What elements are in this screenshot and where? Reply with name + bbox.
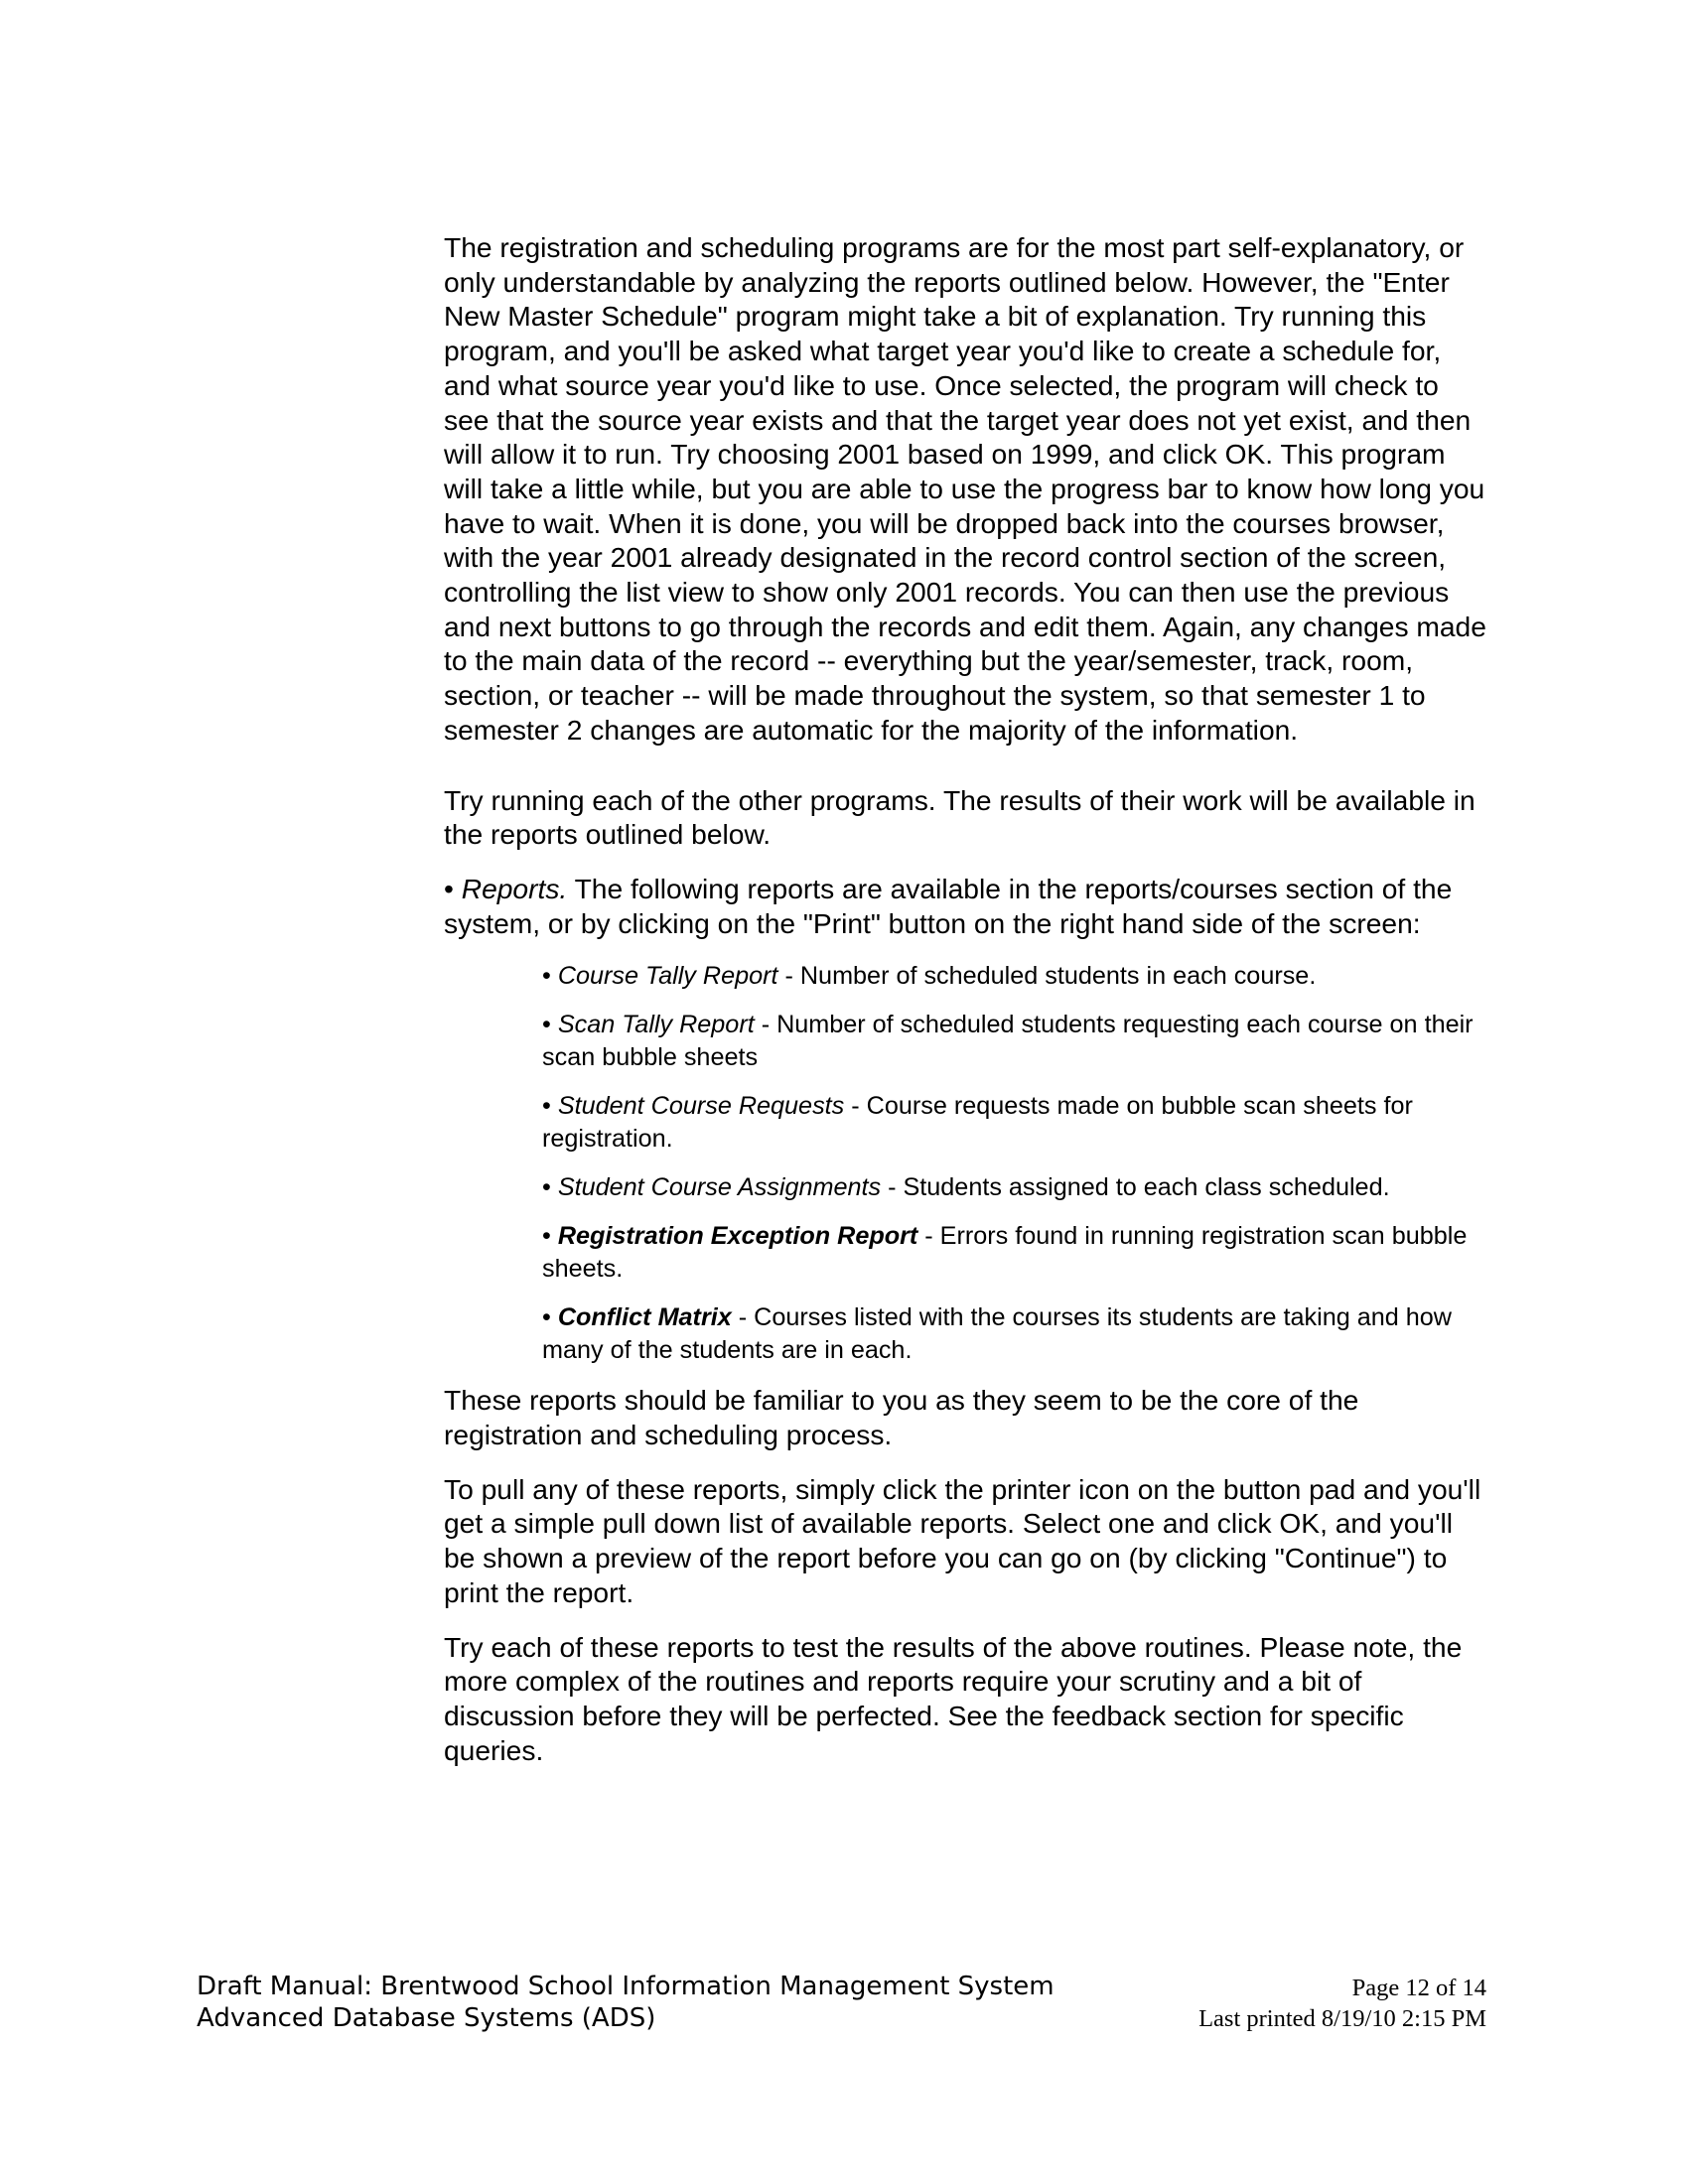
report-item-student-course-assignments bbox=[542, 1171, 1485, 1204]
report-name: Student Course Assignments bbox=[557, 1173, 882, 1202]
report-name: Course Tally Report bbox=[557, 962, 778, 991]
report-desc: - Number of scheduled students requesting each course on their scan bubble sheets bbox=[542, 1011, 1474, 1072]
report-list bbox=[542, 960, 1485, 1367]
report-name: Conflict Matrix bbox=[557, 1303, 732, 1332]
report-item-scan-tally bbox=[542, 1009, 1485, 1074]
footer-title: Draft Manual: Brentwood School Information Management System bbox=[197, 1972, 1055, 2001]
report-desc: - Course requests made on bubble scan sheets for registration. bbox=[542, 1092, 1413, 1154]
page-body bbox=[444, 230, 1486, 1767]
try-each-paragraph: Try each of these reports to test the results of the above routines. Please note, the more complex of the routines and reports require your scrutiny and a bit of discussion before they will be perfected. See the feedback section for specific queries. bbox=[444, 1630, 1463, 1766]
try-others-paragraph: Try running each of the other programs. The results of their work will be available in the reports outlined below. bbox=[444, 783, 1476, 851]
report-bullet: • bbox=[542, 1011, 551, 1039]
report-bullet: • bbox=[542, 1222, 551, 1251]
report-bullet: • bbox=[542, 1303, 551, 1332]
report-item-student-course-requests bbox=[542, 1090, 1485, 1156]
report-desc: - Number of scheduled students in each course. bbox=[784, 962, 1317, 991]
reports-paragraph bbox=[444, 872, 1486, 940]
pull-reports-paragraph: To pull any of these reports, simply click the printer icon on the button pad and you'll get a simple pull down list of available reports. Select one and click OK, and you'll be shown a preview of the report before you can go on (by clicking "Continue") to print the report. bbox=[444, 1472, 1481, 1608]
report-item-registration-exception bbox=[542, 1220, 1485, 1286]
report-bullet: • bbox=[542, 1092, 551, 1121]
report-item-conflict-matrix bbox=[542, 1301, 1485, 1367]
reports-bullet: • bbox=[444, 872, 454, 904]
report-name: Registration Exception Report bbox=[557, 1222, 918, 1251]
familiar-paragraph: These reports should be familiar to you as they seem to be the core of the registration and scheduling process. bbox=[444, 1384, 1359, 1451]
report-bullet: • bbox=[542, 1173, 551, 1202]
footer-company: Advanced Database Systems (ADS) bbox=[197, 2003, 656, 2033]
reports-text: The following reports are available in the reports/courses section of the system, or by clicking on the "Print" button on the right hand side of the screen: bbox=[444, 872, 1453, 939]
footer-left bbox=[197, 1971, 1055, 2034]
report-desc: - Students assigned to each class scheduled. bbox=[888, 1173, 1390, 1202]
report-name: Student Course Requests bbox=[557, 1092, 845, 1121]
report-bullet: • bbox=[542, 962, 551, 991]
last-printed: Last printed 8/19/10 2:15 PM bbox=[1198, 2005, 1486, 2032]
report-desc: - Errors found in running registration scan bubble sheets. bbox=[542, 1222, 1468, 1284]
intro-paragraph: The registration and scheduling programs are for the most part self-explanatory, or only understandable by analyzing the reports outlined below. However, the "Enter New Master Schedule" program might take a bit of explanation. Try running this program, and you'll be asked what target year you'd like to create a schedule for, and what source year you'd like to use. Once selected, the program will check to see that the source year exists and that the target year does not yet exist, and then will allow it to run. Try choosing 2001 based on 1999, and click OK. This program will take a little while, but you are able to use the progress bar to know how long you have to wait. When it is done, you will be dropped back into the courses browser, with the year 2001 already designated in the record control section of the screen, controlling the list view to show only 2001 records. You can then use the previous and next buttons to go through the records and edit them. Again, any changes made to the main data of the record -- everything but the year/semester, track, room, section, or teacher -- will be made throughout the system, so that semester 1 to semester 2 changes are automatic for the majority of the information. bbox=[444, 231, 1486, 746]
footer-right bbox=[1198, 1973, 1486, 2034]
page-number: Page 12 of 14 bbox=[1351, 1975, 1486, 2001]
report-item-course-tally bbox=[542, 960, 1485, 993]
report-desc: - Courses listed with the courses its students are taking and how many of the students are in each. bbox=[542, 1303, 1452, 1365]
report-name: Scan Tally Report bbox=[557, 1011, 755, 1039]
reports-lead: Reports. bbox=[461, 872, 568, 904]
